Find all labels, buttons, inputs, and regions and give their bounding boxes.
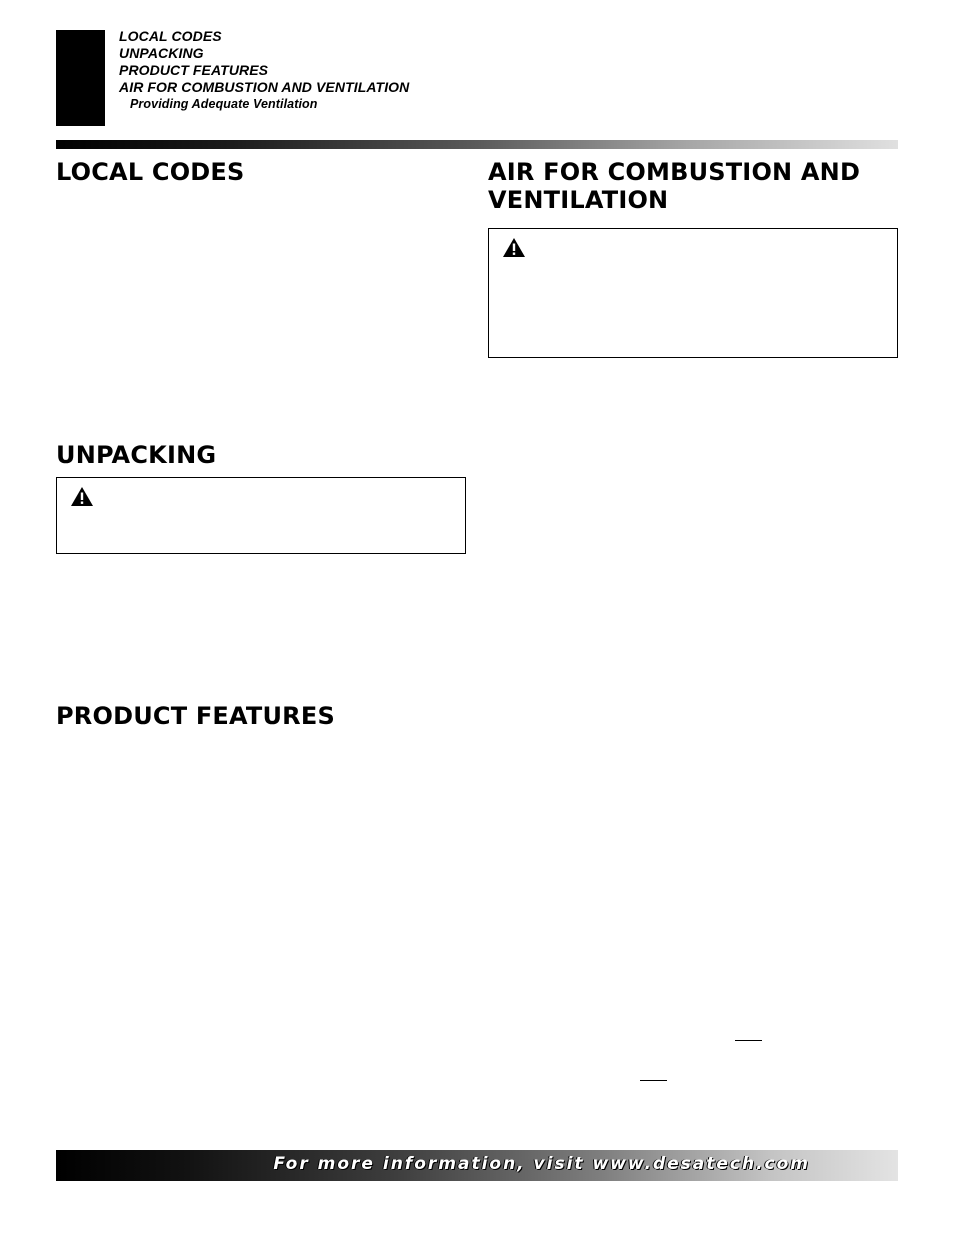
unpacking-warning-box: [56, 477, 466, 554]
table-of-contents: [119, 28, 409, 112]
toc-item-unpacking[interactable]: UNPACKING: [119, 45, 204, 61]
section-tab-block: [56, 30, 105, 126]
header-gradient-rule: [56, 140, 898, 149]
toc-subitem-providing-ventilation[interactable]: Providing Adequate Ventilation: [130, 97, 318, 111]
footer-bar: [56, 1150, 898, 1181]
warning-triangle-icon: [70, 486, 94, 507]
toc-item-product-features[interactable]: PRODUCT FEATURES: [119, 62, 269, 78]
toc-item-local-codes[interactable]: LOCAL CODES: [119, 28, 222, 44]
heading-product-features: PRODUCT FEATURES: [56, 702, 335, 730]
heading-air-line-2: VENTILATION: [488, 186, 669, 214]
warning-triangle-icon: [502, 237, 526, 258]
underline-mark: [640, 1080, 667, 1081]
heading-local-codes: LOCAL CODES: [56, 158, 245, 186]
heading-air-for-combustion: [488, 158, 860, 214]
heading-air-line-1: AIR FOR COMBUSTION AND: [488, 158, 861, 186]
underline-mark: [735, 1040, 762, 1041]
heading-unpacking: UNPACKING: [56, 441, 217, 469]
air-combustion-warning-box: [488, 228, 898, 358]
toc-item-air-for-combustion[interactable]: AIR FOR COMBUSTION AND VENTILATION: [119, 79, 410, 95]
footer-website-text[interactable]: For more information, visit www.desatech.com: [273, 1154, 810, 1174]
